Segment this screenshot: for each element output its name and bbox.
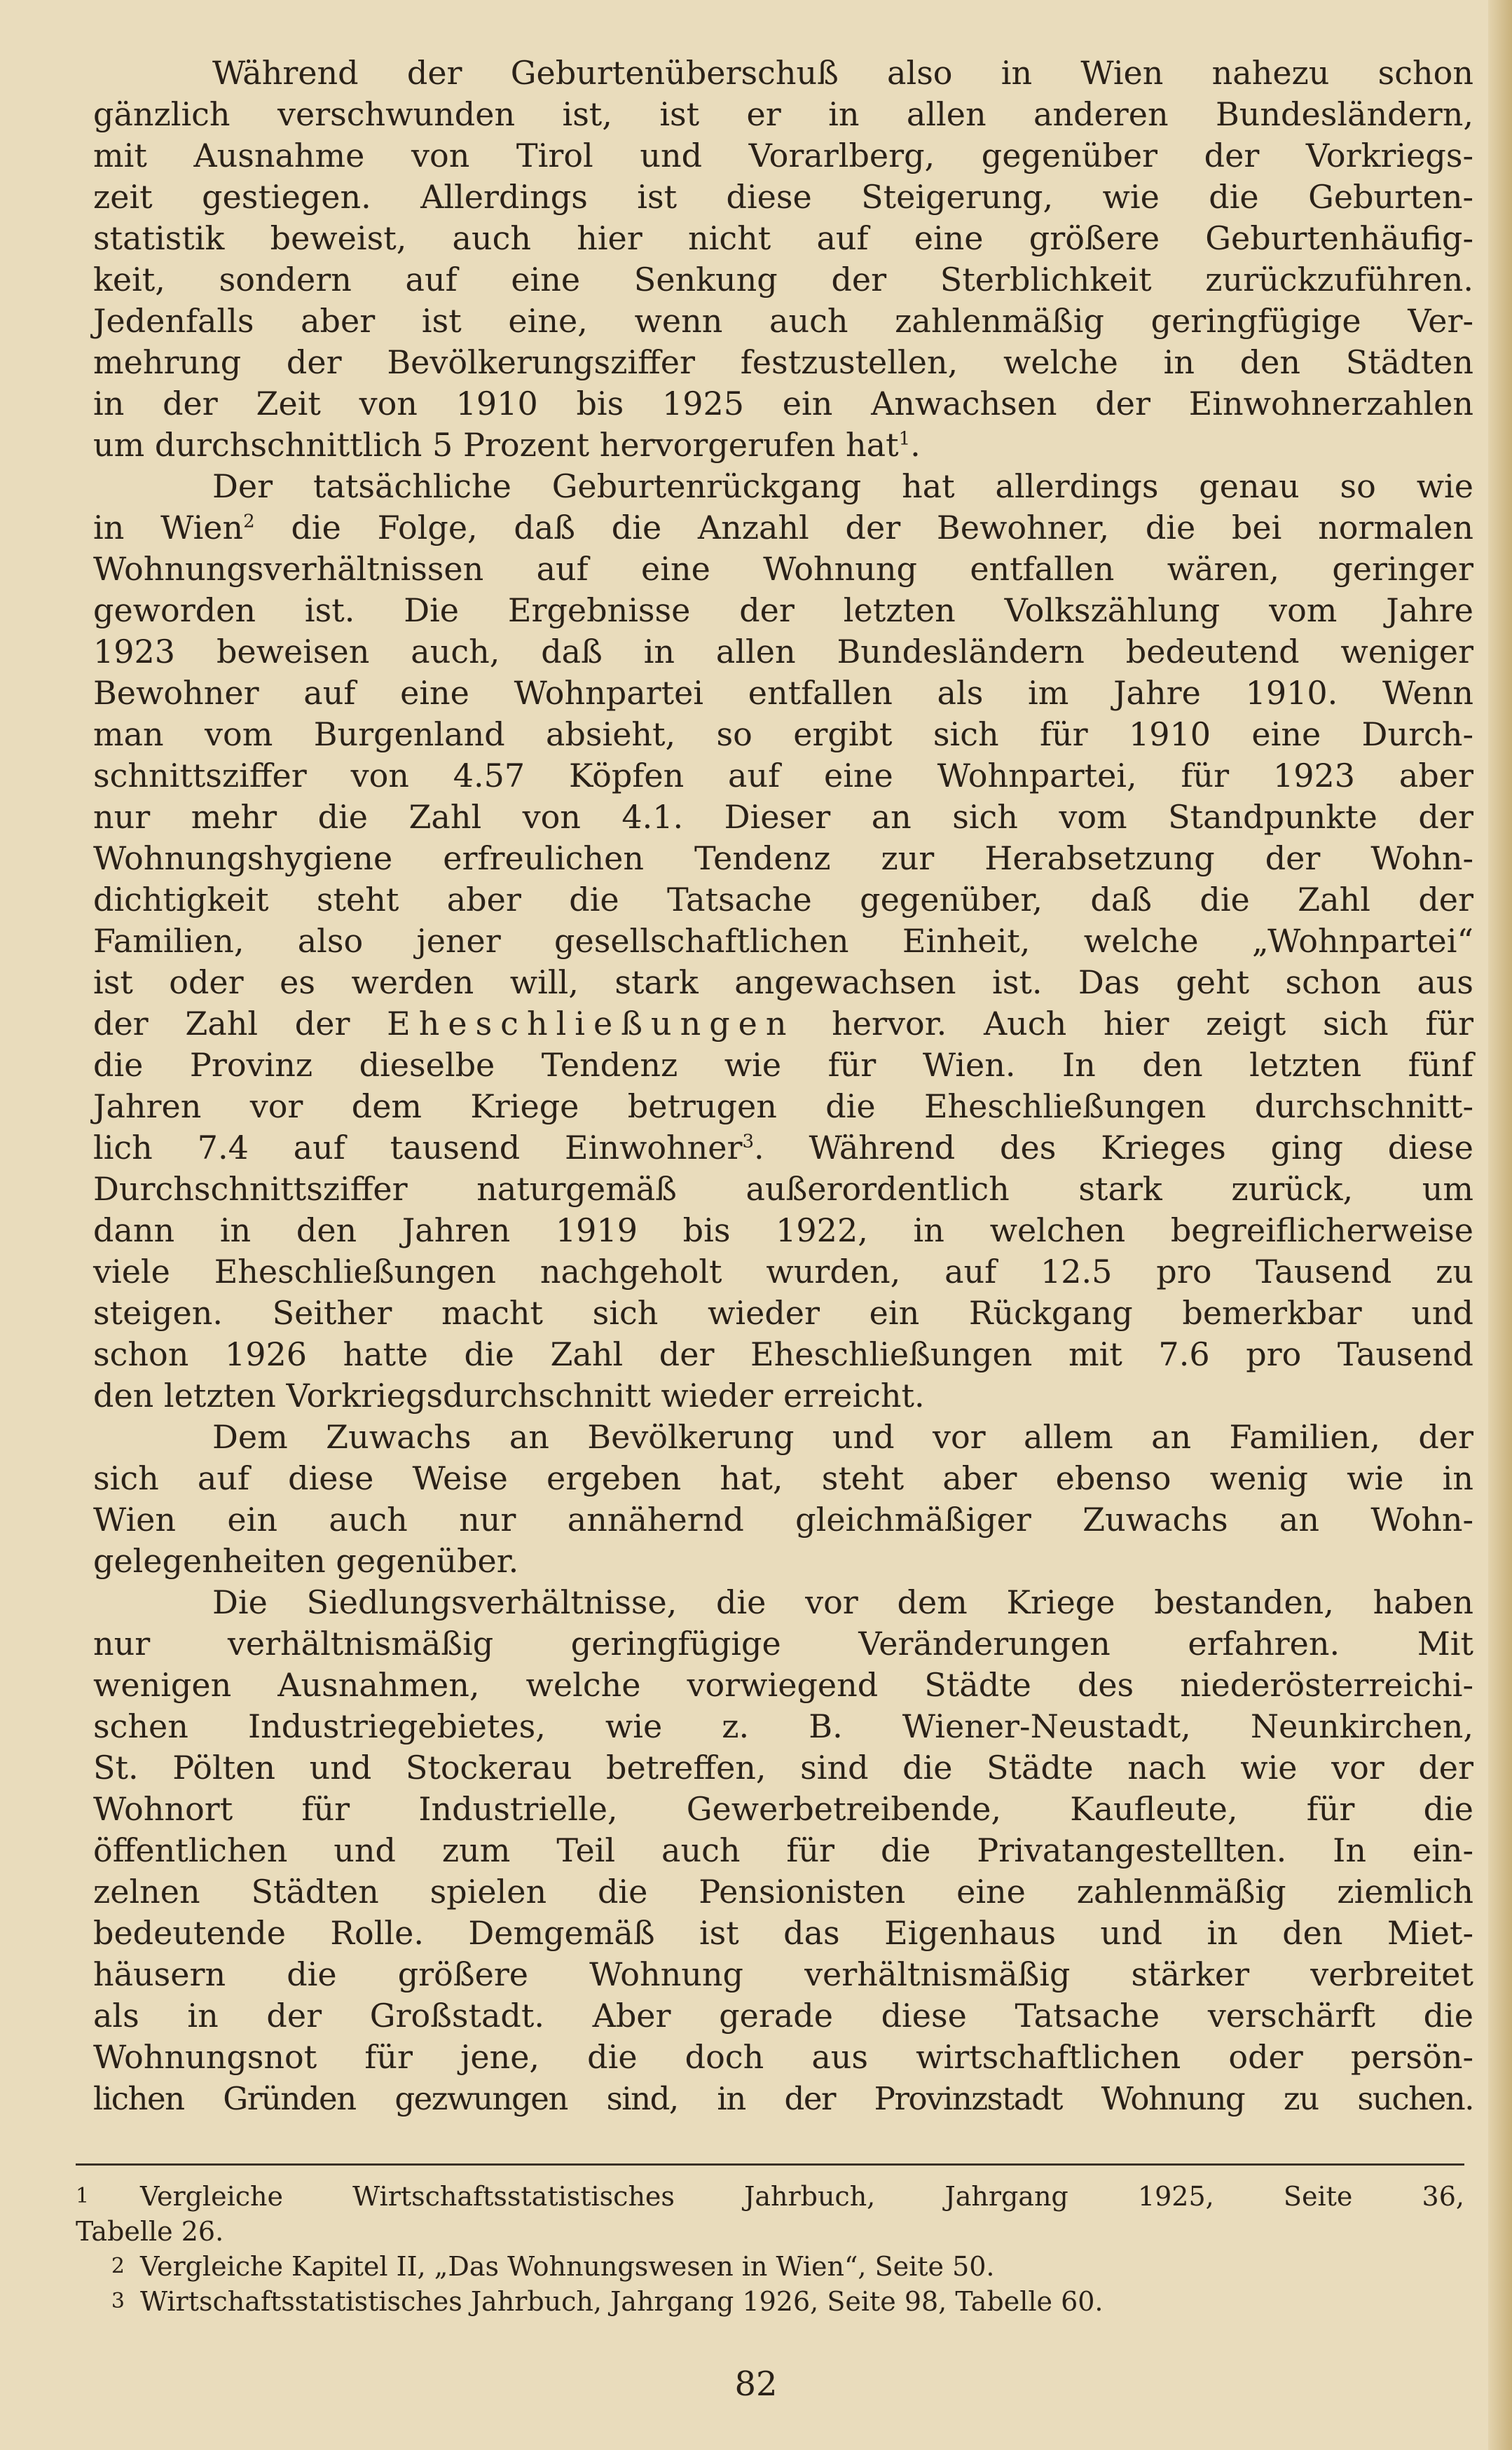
text-line: Wien ein auch nur annähernd gleichmäßiger Zuwachs an Wohn- <box>93 1501 1473 1539</box>
text-line: statistik beweist, auch hier nicht auf eine größere Geburtenhäufig- <box>93 219 1473 257</box>
text-line: bedeutende Rolle. Demgemäß ist das Eigenhaus und in den Miet- <box>93 1914 1473 1952</box>
text-line: Die Siedlungsverhältnisse, die vor dem Kriege bestanden, haben <box>212 1583 1473 1621</box>
text-line <box>93 507 1473 549</box>
text-line: geworden ist. Die Ergebnisse der letzten Volkszählung vom Jahre <box>93 591 1473 629</box>
text-line: gänzlich verschwunden ist, ist er in allen anderen Bundesländern, <box>93 95 1473 133</box>
footnote-1-continued: Tabelle 26. <box>76 2216 224 2247</box>
text-line: zeit gestiegen. Allerdings ist diese Steigerung, wie die Geburten- <box>93 178 1473 216</box>
footnote-number: 3 <box>111 2289 125 2313</box>
text-line: viele Eheschließungen nachgeholt wurden, auf 12.5 pro Tausend zu <box>93 1253 1473 1291</box>
text-line: Dem Zuwachs an Bevölkerung und vor allem an Familien, der <box>212 1418 1473 1456</box>
text-line: Wohnungsnot für jene, die doch aus wirtschaftlichen oder persön- <box>93 2038 1473 2076</box>
text-line: gelegenheiten gegenüber. <box>93 1542 519 1580</box>
footnote-2 <box>76 2249 1464 2284</box>
text-line: St. Pölten und Stockerau betreffen, sind die Städte nach wie vor der <box>93 1749 1473 1787</box>
text-segment: der Zahl der <box>93 1005 387 1042</box>
text-segment: in Wien <box>93 509 244 546</box>
text-line <box>93 1127 1473 1169</box>
footnote-text: Vergleiche Wirtschaftsstatistisches Jahrbuch, Jahrgang 1925, Seite 36, <box>140 2181 1464 2212</box>
text-line: Wohnungsverhältnissen auf eine Wohnung entfallen wären, geringer <box>93 550 1473 588</box>
footnote-ref-1: 1 <box>898 428 911 450</box>
text-segment: . <box>910 426 921 464</box>
text-line: schnittsziffer von 4.57 Köpfen auf eine Wohnpartei, für 1923 aber <box>93 757 1473 794</box>
page-edge <box>1488 0 1512 2450</box>
text-segment: . Während des Krieges ging diese <box>754 1129 1473 1166</box>
text-segment: um durchschnittlich 5 Prozent hervorgerufen hat <box>93 426 899 464</box>
footnote-text: Wirtschaftsstatistisches Jahrbuch, Jahrgang 1926, Seite 98, Tabelle 60. <box>140 2286 1104 2317</box>
text-line: man vom Burgenland absieht, so ergibt sich für 1910 eine Durch- <box>93 715 1473 753</box>
text-segment: lich 7.4 auf tausend Einwohner <box>93 1129 743 1166</box>
footnote-ref-3: 3 <box>742 1131 755 1152</box>
text-line: lichen Gründen gezwungen sind, in der Provinzstadt Wohnung zu suchen. <box>93 2080 1473 2117</box>
text-line: öffentlichen und zum Teil auch für die Privatangestellten. In ein- <box>93 1831 1473 1869</box>
footnotes <box>76 2179 1464 2319</box>
emphasized-word: Eheschließungen <box>387 1005 795 1042</box>
text-line: mehrung der Bevölkerungsziffer festzustellen, welche in den Städten <box>93 343 1473 381</box>
text-line: Der tatsächliche Geburtenrückgang hat allerdings genau so wie <box>212 467 1473 505</box>
text-line: ist oder es werden will, stark angewachsen ist. Das geht schon aus <box>93 963 1473 1001</box>
text-line: den letzten Vorkriegsdurchschnitt wieder erreicht. <box>93 1377 925 1415</box>
text-line: Wohnungshygiene erfreulichen Tendenz zur Herabsetzung der Wohn- <box>93 839 1473 877</box>
page-number: 82 <box>734 2365 778 2404</box>
footnote-number: 1 <box>76 2184 90 2208</box>
text-line: schon 1926 hatte die Zahl der Eheschließungen mit 7.6 pro Tausend <box>93 1335 1473 1373</box>
footnote-ref-2: 2 <box>243 511 255 532</box>
text-line: Familien, also jener gesellschaftlichen Einheit, welche „Wohnpartei“ <box>93 922 1473 960</box>
footnote-3 <box>76 2284 1464 2319</box>
text-line: zelnen Städten spielen die Pensionisten eine zahlenmäßig ziemlich <box>93 1873 1473 1911</box>
text-line: nur mehr die Zahl von 4.1. Dieser an sich vom Standpunkte der <box>93 798 1473 836</box>
text-line: nur verhältnismäßig geringfügige Veränderungen erfahren. Mit <box>93 1625 1473 1663</box>
text-line: Durchschnittsziffer naturgemäß außerordentlich stark zurück, um <box>93 1170 1473 1208</box>
text-segment: hervor. Auch hier zeigt sich für <box>795 1005 1473 1042</box>
text-line: mit Ausnahme von Tirol und Vorarlberg, gegenüber der Vorkriegs- <box>93 137 1473 174</box>
text-line: keit, sondern auf eine Senkung der Sterblichkeit zurückzuführen. <box>93 261 1473 298</box>
footnote-number: 2 <box>111 2254 125 2278</box>
text-line: Bewohner auf eine Wohnpartei entfallen als im Jahre 1910. Wenn <box>93 674 1473 712</box>
text-line: die Provinz dieselbe Tendenz wie für Wien. In den letzten fünf <box>93 1046 1473 1084</box>
text-line: schen Industriegebietes, wie z. B. Wiener-Neustadt, Neunkirchen, <box>93 1707 1473 1745</box>
text-line: in der Zeit von 1910 bis 1925 ein Anwachsen der Einwohnerzahlen <box>93 385 1473 422</box>
text-segment: die Folge, daß die Anzahl der Bewohner, die bei normalen <box>254 509 1474 546</box>
footnote-divider <box>76 2163 1464 2166</box>
text-line: 1923 beweisen auch, daß in allen Bundesländern bedeutend weniger <box>93 633 1473 670</box>
text-line: Jedenfalls aber ist eine, wenn auch zahlenmäßig geringfügige Ver- <box>93 302 1473 340</box>
text-line: dann in den Jahren 1919 bis 1922, in welchen begreiflicherweise <box>93 1211 1473 1249</box>
text-line: als in der Großstadt. Aber gerade diese Tatsache verschärft die <box>93 1997 1473 2035</box>
text-line: dichtigkeit steht aber die Tatsache gegenüber, daß die Zahl der <box>93 881 1473 918</box>
body-text <box>93 53 1473 2119</box>
text-line: Wohnort für Industrielle, Gewerbetreibende, Kaufleute, für die <box>93 1790 1473 1828</box>
text-line: steigen. Seither macht sich wieder ein Rückgang bemerkbar und <box>93 1294 1473 1332</box>
text-line <box>93 425 1473 466</box>
text-line <box>93 1003 1473 1045</box>
text-line: wenigen Ausnahmen, welche vorwiegend Städte des niederösterreichi- <box>93 1666 1473 1704</box>
text-line: häusern die größere Wohnung verhältnismäßig stärker verbreitet <box>93 1955 1473 1993</box>
footnote-text: Vergleiche Kapitel II, „Das Wohnungswesen in Wien“, Seite 50. <box>140 2251 995 2282</box>
text-line: sich auf diese Weise ergeben hat, steht aber ebenso wenig wie in <box>93 1459 1473 1497</box>
text-line: Jahren vor dem Kriege betrugen die Eheschließungen durchschnitt- <box>93 1087 1473 1125</box>
text-line: Während der Geburtenüberschuß also in Wien nahezu schon <box>212 54 1473 92</box>
footnote-1 <box>76 2179 1464 2214</box>
